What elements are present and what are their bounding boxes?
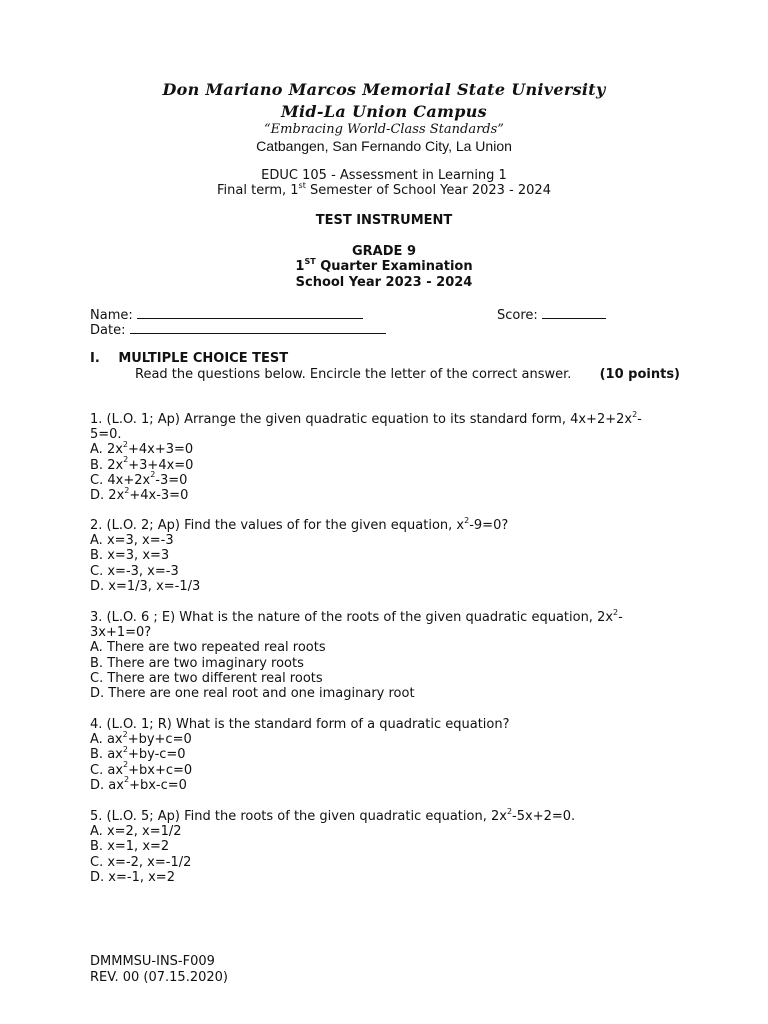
- date-blank[interactable]: [130, 321, 386, 334]
- choice-a[interactable]: A. There are two repeated real roots: [90, 640, 326, 656]
- choice-c[interactable]: C. $4x+2x^2-3=0$: [90, 470, 188, 488]
- choice-a[interactable]: A. x=2, x=1/2: [90, 824, 182, 840]
- quarter-label: 1ST Quarter Examination: [295, 256, 473, 274]
- choice-d[interactable]: D. $2x^2+4x-3=0$: [90, 485, 189, 504]
- campus-name: Mid-La Union Campus: [281, 102, 487, 121]
- choice-b[interactable]: B. There are two imaginary roots: [90, 655, 304, 671]
- test-heading: TEST INSTRUMENT: [315, 213, 453, 228]
- revision: REV. 00 (07.15.2020): [90, 970, 228, 985]
- score-field[interactable]: [497, 306, 606, 323]
- question-2: [90, 515, 680, 594]
- tagline: “Embracing World-Class Standards”: [264, 122, 504, 137]
- section-number: I.: [90, 351, 100, 366]
- choice-b[interactable]: B. x=3, x=3: [90, 548, 170, 564]
- question-stem-cont: 3x+1=0?: [90, 625, 152, 641]
- choice-a[interactable]: A. $ax^2+by+c=0$: [90, 729, 192, 748]
- points-label: (10 points): [599, 367, 680, 382]
- score-blank[interactable]: [542, 306, 606, 319]
- choice-c[interactable]: C. x=-3, x=-3: [90, 563, 179, 579]
- question-stem: 3. (L.O. 6 ; E) What is the nature of the roots of the given quadratic equation, $2x^2-$: [90, 607, 623, 625]
- choice-b[interactable]: B. x=1, x=2: [90, 839, 170, 855]
- choice-d[interactable]: D. $ax^2+bx-c=0$: [90, 775, 187, 793]
- question-3: [90, 607, 680, 702]
- question-5: [90, 806, 680, 885]
- choice-c[interactable]: C. $ax^2+bx+c=0$: [90, 760, 193, 778]
- question-stem: 4. (L.O. 1; R) What is the standard form of a quadratic equation?: [90, 717, 510, 732]
- section-title: MULTIPLE CHOICE TEST: [118, 351, 289, 366]
- school-year: School Year 2023 - 2024: [295, 275, 473, 290]
- date-label: Date:: [90, 323, 126, 338]
- section-heading: [90, 351, 288, 366]
- university-name: Don Mariano Marcos Memorial State University: [162, 80, 606, 99]
- question-stem-cont: 5=0.: [90, 427, 122, 443]
- question-stem: 1. (L.O. 1; Ap) Arrange the given quadratic equation to its standard form, $4x+2+2x^2-$: [90, 409, 642, 427]
- name-label: Name:: [90, 308, 133, 323]
- choice-d[interactable]: D. There are one real root and one imaginary root: [90, 686, 415, 702]
- question-1: [90, 409, 680, 504]
- choice-a[interactable]: A. $2x^2+4x+3=0$: [90, 440, 194, 458]
- instructions: [90, 367, 680, 382]
- grade-label: GRADE 9: [352, 244, 416, 259]
- question-stem: 5. (L.O. 5; Ap) Find the roots of the given quadratic equation, $2x^2-5x+2=0$.: [90, 806, 576, 824]
- name-blank[interactable]: [137, 306, 363, 319]
- term-line: Final term, 1st Semester of School Year 2023 - 2024: [217, 180, 551, 198]
- course-title: EDUC 105 - Assessment in Learning 1: [261, 168, 507, 183]
- address: Catbangen, San Fernando City, La Union: [256, 138, 512, 154]
- choice-d[interactable]: D. x=1/3, x=-1/3: [90, 578, 201, 594]
- choice-d[interactable]: D. x=-1, x=2: [90, 869, 175, 885]
- score-label: Score:: [497, 308, 538, 323]
- date-field[interactable]: [90, 321, 386, 338]
- footer: [90, 954, 228, 986]
- choice-b[interactable]: B. $2x^2+3+4x=0$: [90, 455, 194, 473]
- instructions-text: Read the questions below. Encircle the letter of the correct answer.: [135, 367, 572, 382]
- question-4: [90, 717, 680, 793]
- form-code: DMMMSU-INS-F009: [90, 954, 215, 969]
- question-stem: 2. (L.O. 2; Ap) Find the values of for the given equation, $x^2-9=0$?: [90, 515, 509, 533]
- choice-c[interactable]: C. x=-2, x=-1/2: [90, 854, 192, 870]
- choice-b[interactable]: B. $ax^2+by-c=0$: [90, 745, 186, 763]
- choice-a[interactable]: A. x=3, x=-3: [90, 533, 174, 549]
- choice-c[interactable]: C. There are two different real roots: [90, 670, 323, 686]
